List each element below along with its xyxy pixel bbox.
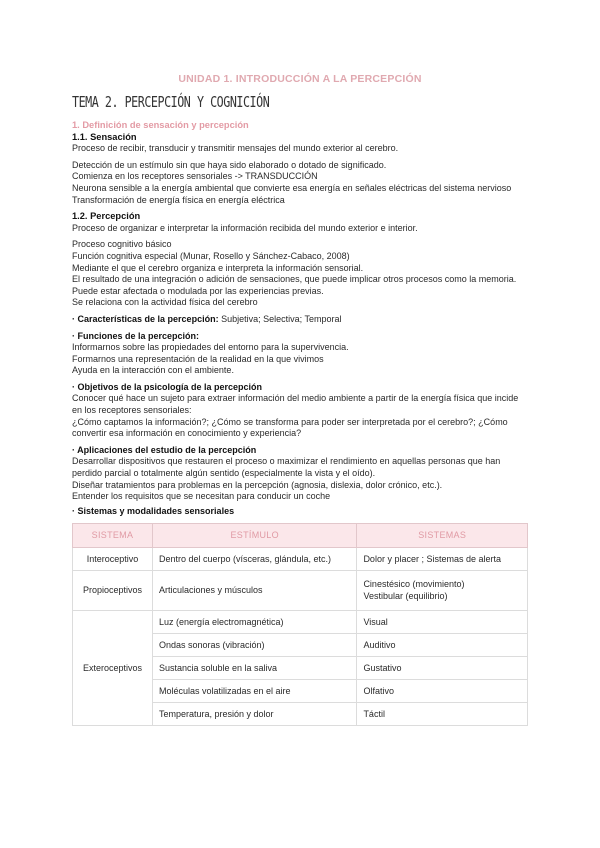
section-heading: 1. Definición de sensación y percepción xyxy=(72,120,249,130)
objetivos-line: Conocer qué hace un sujeto para extraer información del medio ambiente a partir de la energía física que incide en los receptores sensoriales: xyxy=(72,393,519,416)
percepcion-line: Función cognitiva especial (Munar, Rosello y Sánchez-Cabaco, 2008) xyxy=(72,250,350,261)
sensacion-heading: 1.1. Sensación xyxy=(72,131,137,142)
sistemas-heading: · Sistemas y modalidades sensoriales xyxy=(72,505,235,516)
percepcion-line: Se relaciona con la actividad física del cerebro xyxy=(72,297,258,308)
cell-sistemas xyxy=(357,571,528,611)
percepcion-line: Mediante el que el cerebro organiza e interpreta la información sensorial. xyxy=(72,262,364,273)
cell-sistemas: Auditivo xyxy=(357,634,528,657)
cell-sistema: Propioceptivos xyxy=(73,571,153,611)
cell-sistemas: Olfativo xyxy=(357,680,528,703)
cell-estimulo: Dentro del cuerpo (vísceras, glándula, etc.) xyxy=(152,548,356,571)
funciones-line: Informarnos sobre las propiedades del entorno para la supervivencia. xyxy=(72,342,349,353)
cell-sistema: Exteroceptivos xyxy=(73,611,153,726)
cell-estimulo: Temperatura, presión y dolor xyxy=(152,703,356,726)
sensory-systems-table xyxy=(72,523,528,726)
cell-estimulo: Sustancia soluble en la saliva xyxy=(152,657,356,680)
cell-sistemas: Gustativo xyxy=(357,657,528,680)
table-row xyxy=(73,548,528,571)
header-estimulo: ESTÍMULO xyxy=(152,524,356,548)
funciones-heading: · Funciones de la percepción: xyxy=(72,330,200,341)
table-row xyxy=(73,611,528,634)
objetivos-heading: · Objetivos de la psicología de la percepción xyxy=(72,381,263,392)
objetivos-line: ¿Cómo captamos la información?; ¿Cómo se transforma para poder ser interpretada por el cerebro?; ¿Cómo convertir esa información en conocimiento y experiencia? xyxy=(72,416,508,439)
cell-estimulo: Moléculas volatilizadas en el aire xyxy=(152,680,356,703)
caracteristicas-text: Subjetiva; Selectiva; Temporal xyxy=(218,313,342,324)
unit-title: UNIDAD 1. INTRODUCCIÓN A LA PERCEPCIÓN xyxy=(178,73,422,85)
sensacion-definition: Proceso de recibir, transducir y transmitir mensajes del mundo exterior al cerebro. xyxy=(72,143,399,154)
header-sistemas: SISTEMAS xyxy=(357,524,528,548)
percepcion-definition: Proceso de organizar e interpretar la información recibida del mundo exterior e interior. xyxy=(72,222,418,233)
cell-estimulo: Luz (energía electromagnética) xyxy=(152,611,356,634)
aplicaciones-line: Desarrollar dispositivos que restauren el proceso o maximizar el rendimiento en aquellas personas que han perdido parcial o totalmente algún sentido (especialmente la vista y el oído). xyxy=(72,456,501,479)
caracteristicas xyxy=(72,314,528,326)
sensacion-line: Transformación de energía física en energía eléctrica xyxy=(72,194,285,205)
percepcion-heading: 1.2. Percepción xyxy=(72,211,141,222)
caracteristicas-label: · Características de la percepción: xyxy=(72,313,219,324)
aplicaciones-heading: · Aplicaciones del estudio de la percepción xyxy=(72,444,257,455)
percepcion-line: El resultado de una integración o adición de sensaciones, que puede implicar otros procesos como la memoria. xyxy=(72,274,517,285)
header-sistema: SISTEMA xyxy=(73,524,153,548)
tema-title: TEMA 2. PERCEPCIÓN Y COGNICIÓN xyxy=(72,93,270,111)
sensacion-line: Neurona sensible a la energía ambiental que convierte esa energía en señales eléctricas del sistema nervioso xyxy=(72,182,512,193)
percepcion-line: Puede estar afectada o modulada por las experiencias previas. xyxy=(72,285,324,296)
sensacion-line: Comienza en los receptores sensoriales -> TRANSDUCCIÓN xyxy=(72,171,318,182)
percepcion-line: Proceso cognitivo básico xyxy=(72,239,172,250)
sensacion-line: Detección de un estímulo sin que haya sido elaborado o dotado de significado. xyxy=(72,159,387,170)
cell-sistemas: Táctil xyxy=(357,703,528,726)
funciones-line: Formarnos una representación de la realidad en la que vivimos xyxy=(72,353,324,364)
cell-sistemas: Visual xyxy=(357,611,528,634)
cell-estimulo: Ondas sonoras (vibración) xyxy=(152,634,356,657)
sistemas-line: Vestibular (equilibrio) xyxy=(363,590,448,601)
aplicaciones-line: Entender los requisitos que se necesitan para conducir un coche xyxy=(72,491,331,502)
funciones-line: Ayuda en la interacción con el ambiente. xyxy=(72,365,234,376)
table-header-row xyxy=(73,524,528,548)
cell-sistema: Interoceptivo xyxy=(73,548,153,571)
table-row xyxy=(73,571,528,611)
cell-sistemas: Dolor y placer ; Sistemas de alerta xyxy=(357,548,528,571)
aplicaciones-line: Diseñar tratamientos para problemas en la percepción (agnosia, dislexia, dolor crónico, etc.). xyxy=(72,479,443,490)
sistemas-line: Cinestésico (movimiento) xyxy=(363,579,465,590)
cell-estimulo: Articulaciones y músculos xyxy=(152,571,356,611)
document-body xyxy=(72,120,528,726)
